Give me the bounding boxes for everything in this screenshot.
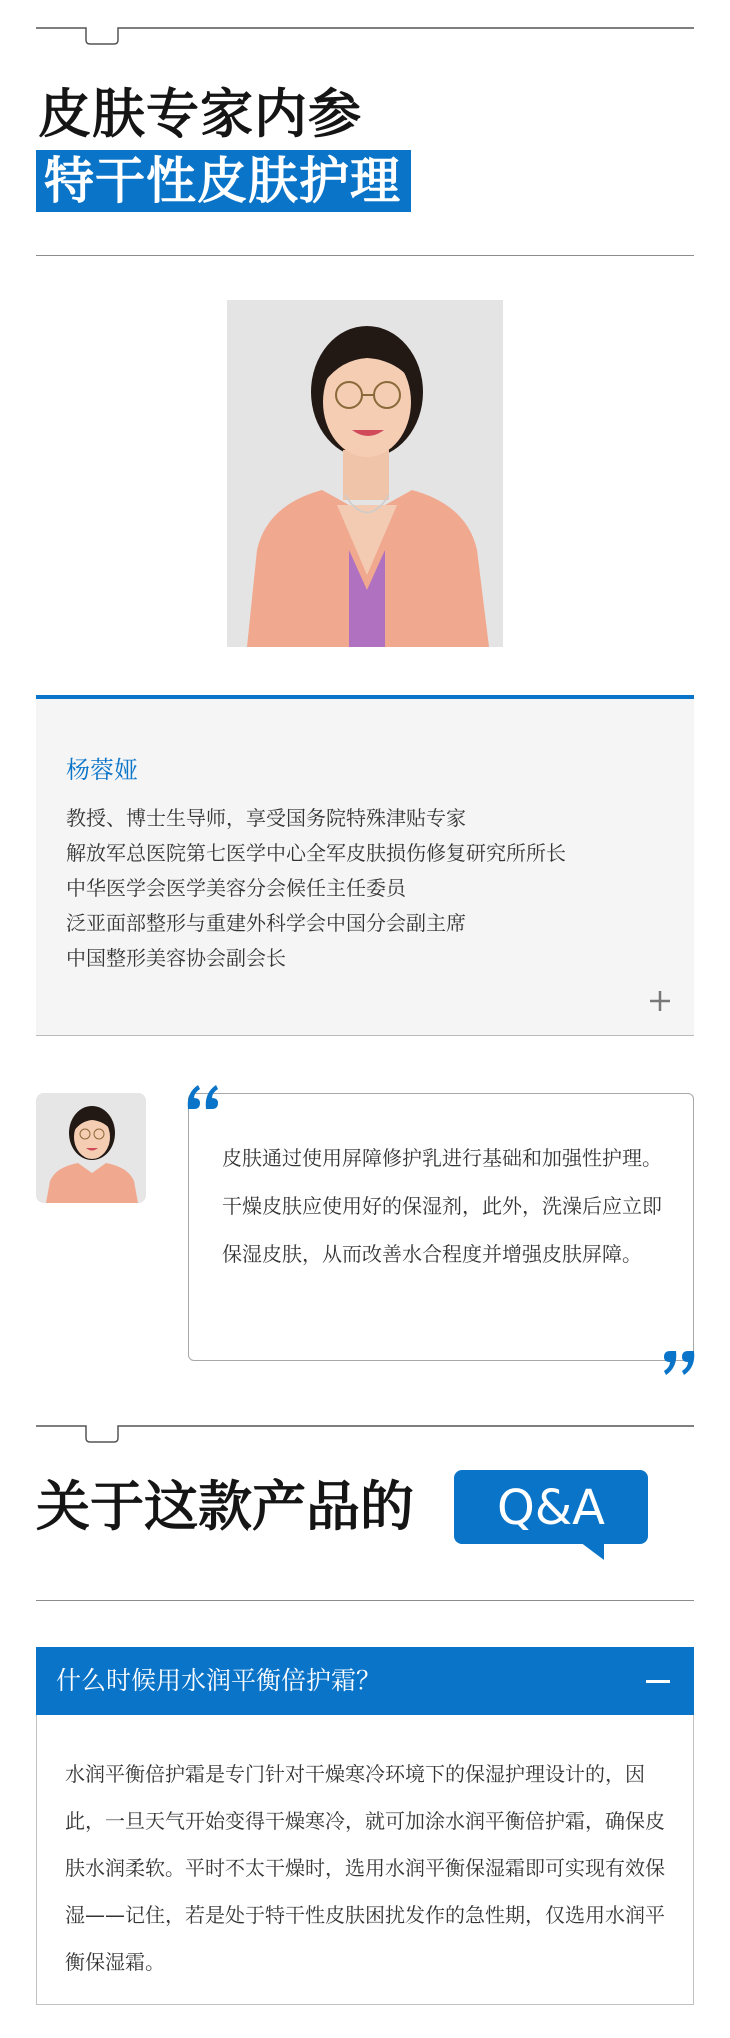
faq-answer: 水润平衡倍护霜是专门针对干燥寒冷环境下的保湿护理设计的，因此，一旦天气开始变得干燥寒冷，就可加涂水润平衡倍护霜，确保皮肤水润柔软。平时不太干燥时，选用水润平衡保湿霜即可实现有效保湿——记住，若是处于特干性皮肤困扰发作的急性期，仅选用水润平衡保湿霜。 (65, 1762, 665, 1974)
expert-title-line: 解放军总医院第七医学中心全军皮肤损伤修复研究所所长 (66, 841, 566, 865)
expert-titles (66, 801, 566, 976)
quote-box (188, 1093, 694, 1361)
page-title: 皮肤专家内参 (38, 84, 362, 145)
expert-title-line: 中华医学会医学美容分会候任主任委员 (66, 876, 406, 900)
faq-answer-panel (36, 1715, 694, 2005)
qa-badge-label: Q&A (496, 1480, 606, 1536)
expert-title-line: 教授、博士生导师，享受国务院特殊津贴专家 (66, 806, 466, 830)
bio-card-divider (36, 1035, 694, 1036)
expert-portrait (227, 300, 503, 647)
qa-title: 关于这款产品的 (36, 1475, 414, 1538)
qa-header-divider (36, 1600, 694, 1601)
faq-question-header[interactable] (36, 1647, 694, 1715)
header-divider (36, 255, 694, 256)
quote-text: 皮肤通过使用屏障修护乳进行基础和加强性护理。干燥皮肤应使用好的保湿剂，此外，洗澡后应立即保湿皮肤，从而改善水合程度并增强皮肤屏障。 (222, 1146, 662, 1266)
close-quote-icon (660, 1347, 698, 1383)
expert-title-line: 泛亚面部整形与重建外科学会中国分会副主席 (66, 911, 466, 935)
open-quote-icon (184, 1081, 222, 1117)
expert-avatar (36, 1093, 146, 1203)
expert-title-line: 中国整形美容协会副会长 (66, 946, 286, 970)
expert-bio-card (36, 695, 694, 1035)
minus-icon[interactable] (646, 1680, 670, 1683)
top-divider (36, 18, 694, 48)
page-subtitle-highlight: 特干性皮肤护理 (36, 150, 411, 212)
plus-icon[interactable] (648, 989, 672, 1013)
expert-name: 杨蓉娅 (66, 756, 138, 784)
qa-top-divider (36, 1416, 694, 1446)
faq-question: 什么时候用水润平衡倍护霜？ (56, 1666, 382, 1695)
